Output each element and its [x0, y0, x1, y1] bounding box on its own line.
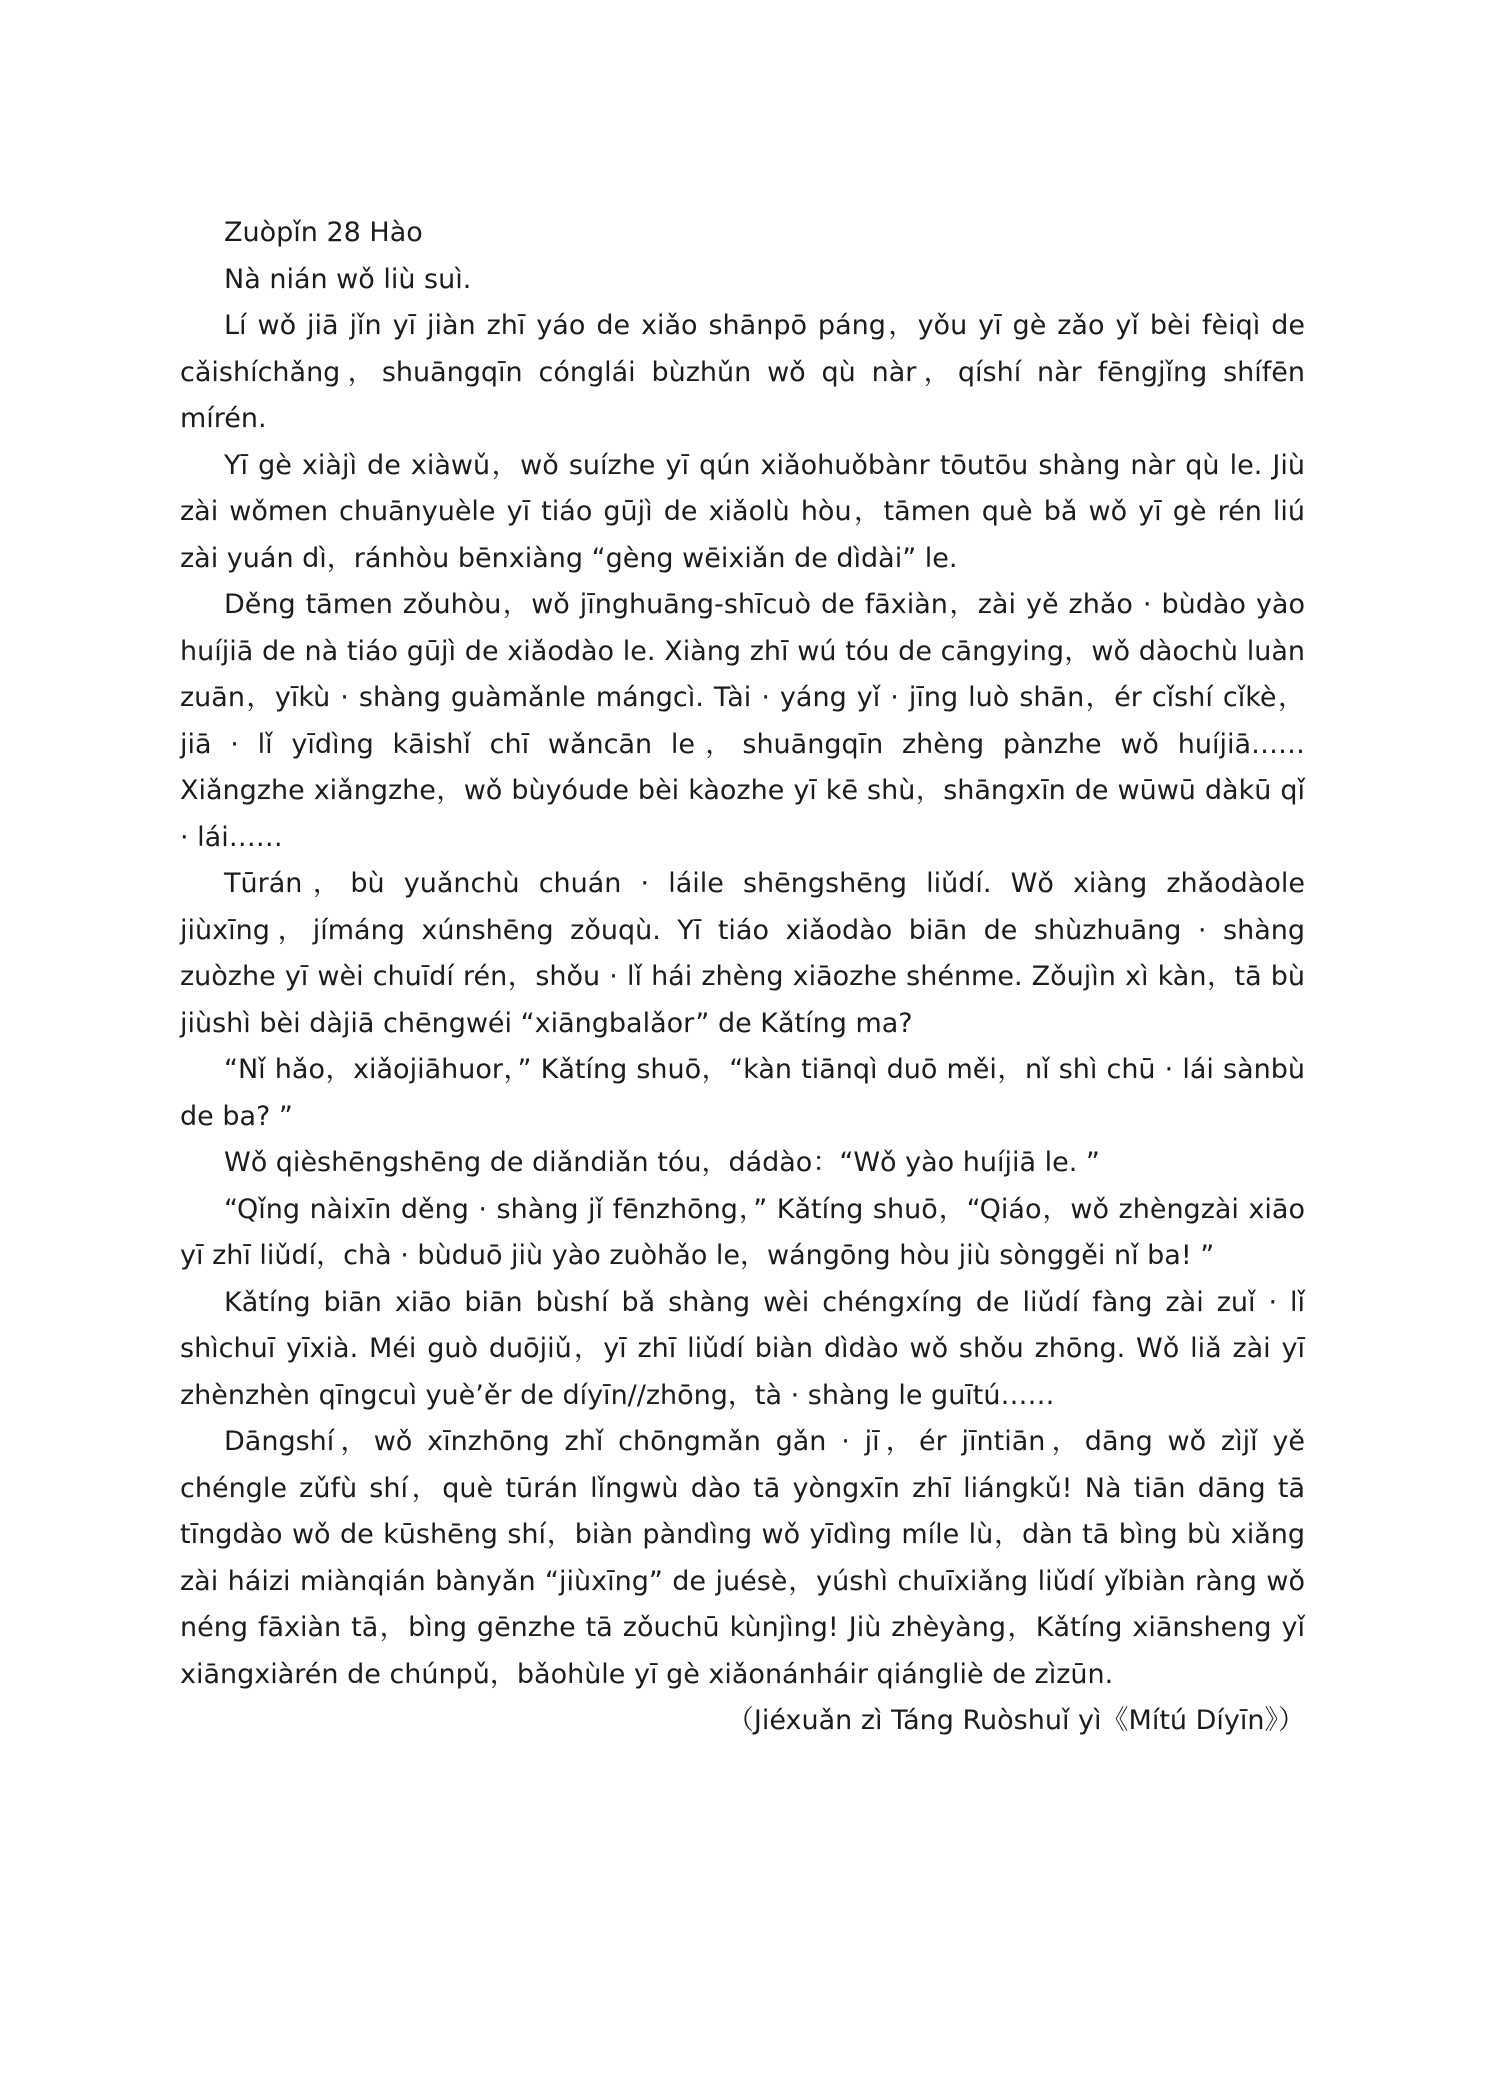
- paragraph-9: Kǎtíng biān xiāo biān bùshí bǎ shàng wèi chéngxíng de liǔdí fàng zài zuǐ · lǐ shìchuī yīxià. Méi guò duōjiǔ，yī zhī liǔdí biàn dìdào wǒ shǒu zhōng. Wǒ liǎ zài yī zhènzhèn qīngcuì yuè’ěr de díyīn//zhōng，tà · shàng le guītú……: [180, 1286, 1305, 1411]
- passage-text: [180, 210, 1305, 1745]
- source-citation: （Jiéxuǎn zì Táng Ruòshuǐ yì《Mítú Díyīn》）: [726, 1705, 1305, 1736]
- paragraph-1: Nà nián wǒ liù suì.: [224, 263, 472, 295]
- paragraph-8: “Qǐng nàixīn děng · shàng jǐ fēnzhōng，” Kǎtíng shuō，“Qiáo，wǒ zhèngzài xiāo yī zhī liǔdí，chà · bùduō jiù yào zuòhǎo le，wángōng hòu jiù sònggěi nǐ ba! ”: [180, 1193, 1305, 1271]
- paragraph-4: Děng tāmen zǒuhòu，wǒ jīnghuāng-shīcuò de fāxiàn，zài yě zhǎo · bùdào yào huíjiā de nà tiáo gūjì de xiǎodào le. Xiàng zhī wú tóu de cāngying，wǒ dàochù luàn zuān，yīkù · shàng guàmǎnle mángcì. Tài · yáng yǐ · jīng luò shān，ér cǐshí cǐkè，jiā · lǐ yīdìng kāishǐ chī wǎncān le，shuāngqīn zhèng pànzhe wǒ huíjiā…… Xiǎngzhe xiǎngzhe，wǒ bùyóude bèi kàozhe yī kē shù，shāngxīn de wūwū dàkū qǐ · lái……: [180, 589, 1305, 853]
- paragraph-6: “Nǐ hǎo，xiǎojiāhuor，” Kǎtíng shuō，“kàn tiānqì duō měi，nǐ shì chū · lái sànbù de ba? ”: [180, 1054, 1305, 1132]
- paragraph-3: Yī gè xiàjì de xiàwǔ，wǒ suízhe yī qún xiǎohuǒbànr tōutōu shàng nàr qù le. Jiù zài wǒmen chuānyuèle yī tiáo gūjì de xiǎolù hòu，tāmen què bǎ wǒ yī gè rén liú zài yuán dì，ránhòu bēnxiàng “gèng wēixiǎn de dìdài” le.: [180, 449, 1305, 574]
- paragraph-5: Tūrán，bù yuǎnchù chuán · láile shēngshēng liǔdí. Wǒ xiàng zhǎodàole jiùxīng，jímáng xúnshēng zǒuqù. Yī tiáo xiǎodào biān de shùzhuāng · shàng zuòzhe yī wèi chuīdí rén，shǒu · lǐ hái zhèng xiāozhe shénme. Zǒujìn xì kàn，tā bù jiùshì bèi dàjiā chēngwéi “xiāngbalǎor” de Kǎtíng ma?: [180, 868, 1305, 1039]
- paragraph-7: Wǒ qièshēngshēng de diǎndiǎn tóu，dádào：“Wǒ yào huíjiā le. ”: [224, 1147, 1100, 1178]
- passage-title: Zuòpǐn 28 Hào: [224, 217, 423, 248]
- paragraph-2: Lí wǒ jiā jǐn yī jiàn zhī yáo de xiǎo shānpō páng，yǒu yī gè zǎo yǐ bèi fèiqì de cǎishíchǎng，shuāngqīn cónglái bùzhǔn wǒ qù nàr，qíshí nàr fēngjǐng shífēn mírén.: [180, 310, 1305, 434]
- paragraph-10: Dāngshí，wǒ xīnzhōng zhǐ chōngmǎn gǎn · jī，ér jīntiān，dāng wǒ zìjǐ yě chéngle zǔfù shí，què tūrán lǐngwù dào tā yòngxīn zhī liángkǔ! Nà tiān dāng tā tīngdào wǒ de kūshēng shí，biàn pàndìng wǒ yīdìng míle lù，dàn tā bìng bù xiǎng zài háizi miànqián bànyǎn “jiùxīng” de juésè，yúshì chuīxiǎng liǔdí yǐbiàn ràng wǒ néng fāxiàn tā，bìng gēnzhe tā zǒuchū kùnjìng! Jiù zhèyàng，Kǎtíng xiānsheng yǐ xiāngxiàrén de chúnpǔ，bǎohùle yī gè xiǎonánháir qiángliè de zìzūn.: [180, 1426, 1305, 1690]
